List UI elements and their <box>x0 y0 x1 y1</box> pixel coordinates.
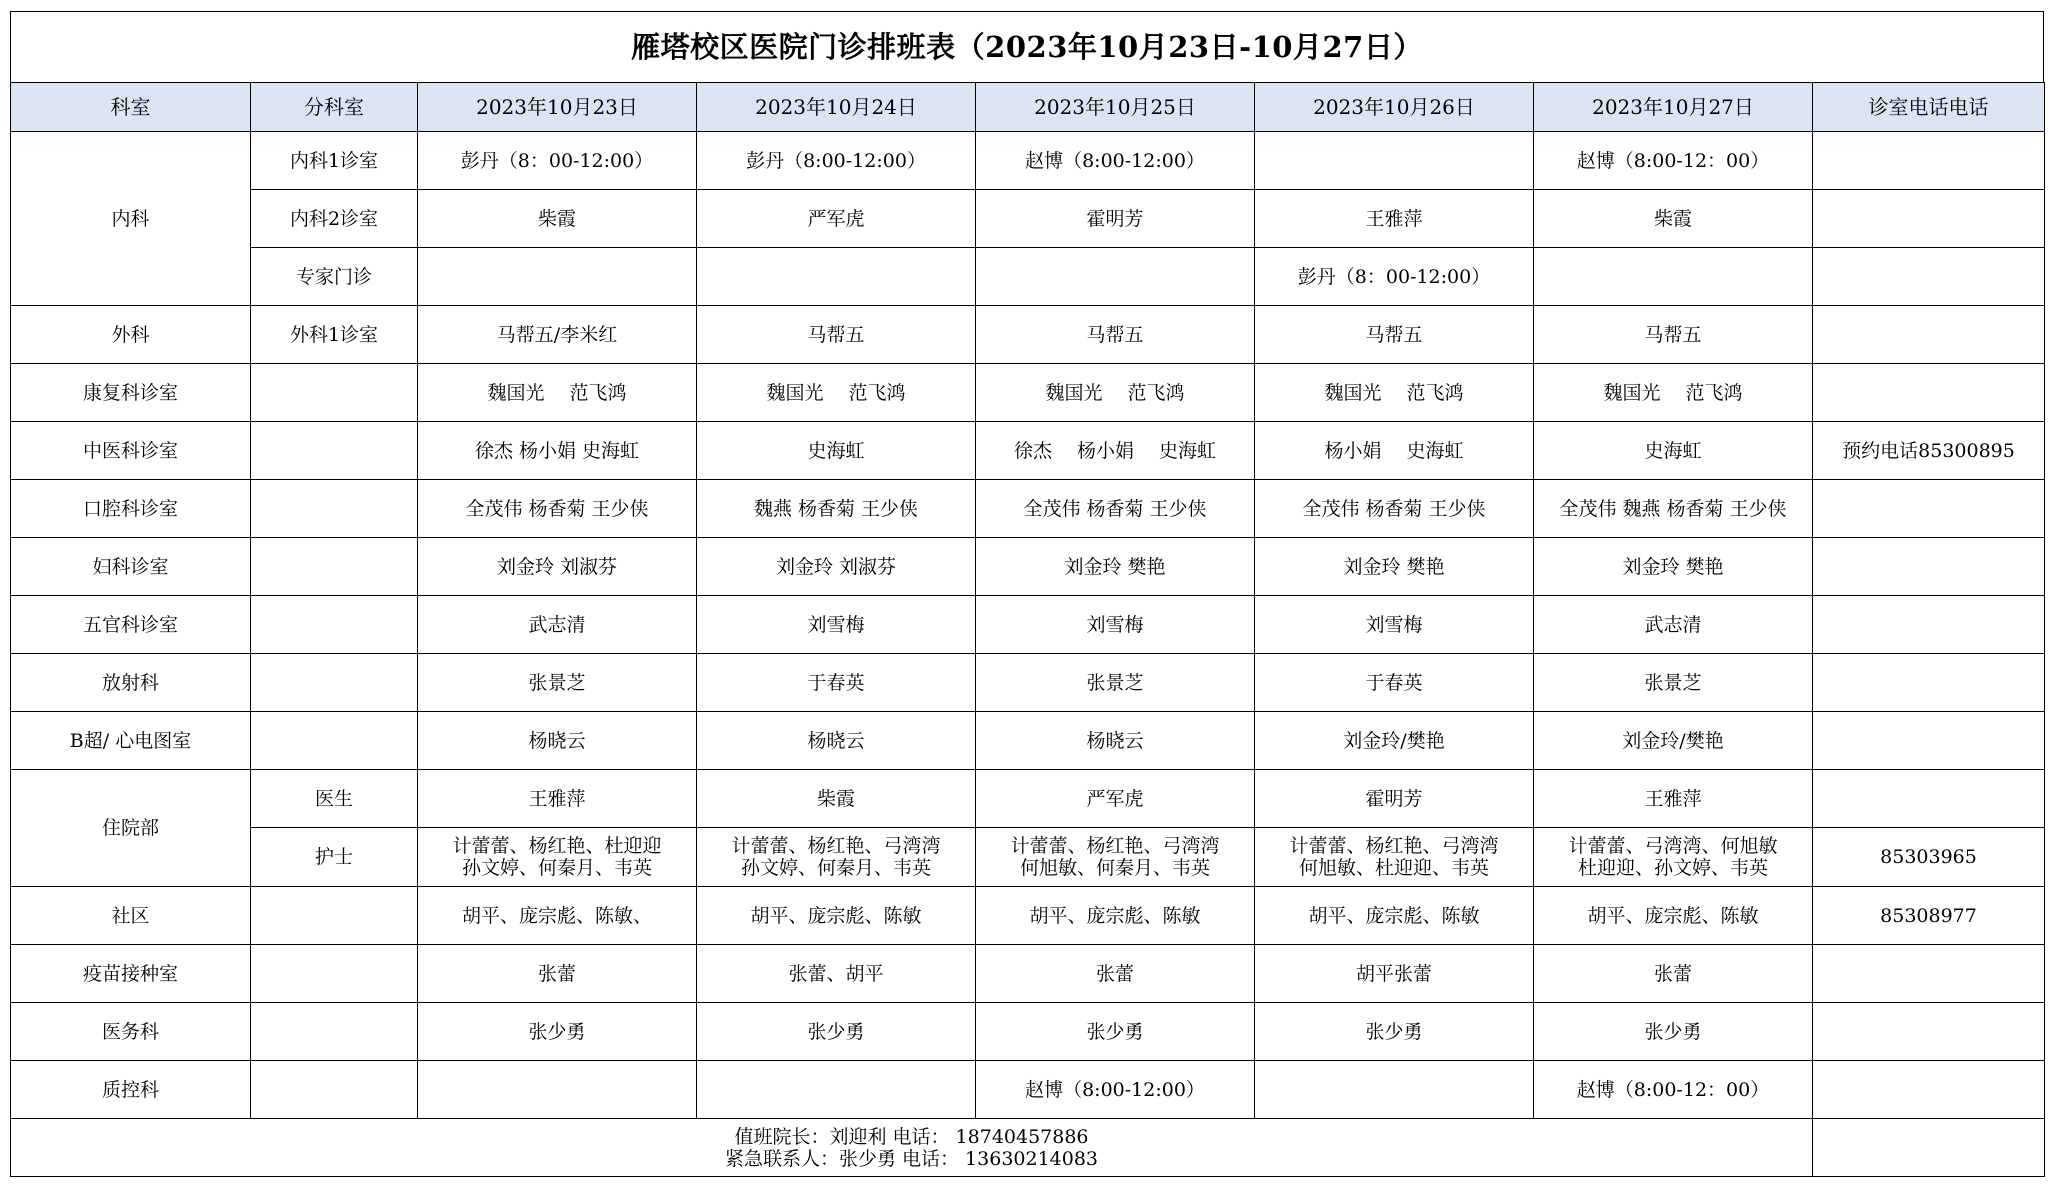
day-cell: 魏国光 范飞鸿 <box>418 364 697 422</box>
schedule-body <box>11 132 2045 1177</box>
header-day-2: 2023年10月24日 <box>697 83 976 132</box>
day-cell <box>1255 828 1534 887</box>
day-cell: 严军虎 <box>697 190 976 248</box>
day-cell: 胡平、庞宗彪、陈敏 <box>697 887 976 945</box>
day-cell: 张景芝 <box>1534 654 1813 712</box>
table-row <box>11 712 2045 770</box>
day-cell <box>1255 132 1534 190</box>
day-cell <box>1534 828 1813 887</box>
dept-cell: 质控科 <box>11 1061 251 1119</box>
dept-cell: 五官科诊室 <box>11 596 251 654</box>
subdept-cell <box>251 887 418 945</box>
table-row <box>11 306 2045 364</box>
day-cell: 刘雪梅 <box>1255 596 1534 654</box>
day-cell: 胡平、庞宗彪、陈敏 <box>1534 887 1813 945</box>
dept-cell: 住院部 <box>11 770 251 887</box>
day-cell: 魏国光 范飞鸿 <box>697 364 976 422</box>
day-cell: 彭丹（8：00-12:00） <box>1255 248 1534 306</box>
day-cell: 杨晓云 <box>418 712 697 770</box>
day-cell: 张少勇 <box>697 1003 976 1061</box>
subdept-cell <box>251 596 418 654</box>
dept-cell: 内科 <box>11 132 251 306</box>
nurse-line: 计蕾蕾、杨红艳、弓湾湾 <box>1289 835 1499 857</box>
day-cell: 杨小娟 史海虹 <box>1255 422 1534 480</box>
table-row <box>11 248 2045 306</box>
phone-cell <box>1813 190 2045 248</box>
day-cell: 张蕾、胡平 <box>697 945 976 1003</box>
subdept-cell: 医生 <box>251 770 418 828</box>
footer-row <box>11 1119 2045 1177</box>
day-cell: 柴霞 <box>418 190 697 248</box>
day-cell: 刘金玲/樊艳 <box>1534 712 1813 770</box>
dept-cell: 康复科诊室 <box>11 364 251 422</box>
day-cell: 王雅萍 <box>418 770 697 828</box>
day-cell: 杨晓云 <box>976 712 1255 770</box>
subdept-cell <box>251 1003 418 1061</box>
phone-cell <box>1813 654 2045 712</box>
day-cell <box>697 828 976 887</box>
day-cell <box>1255 1061 1534 1119</box>
table-row <box>11 596 2045 654</box>
table-row <box>11 132 2045 190</box>
day-cell: 胡平、庞宗彪、陈敏 <box>1255 887 1534 945</box>
table-row <box>11 480 2045 538</box>
day-cell: 张少勇 <box>1255 1003 1534 1061</box>
table-row <box>11 828 2045 887</box>
day-cell: 张少勇 <box>418 1003 697 1061</box>
duty-contact-line: 紧急联系人：张少勇 电话： 13630214083 <box>724 1147 1099 1170</box>
header-phone: 诊室电话电话 <box>1813 83 2045 132</box>
phone-cell <box>1813 480 2045 538</box>
nurse-line: 计蕾蕾、杨红艳、弓湾湾 <box>1010 835 1220 857</box>
day-cell <box>418 248 697 306</box>
subdept-cell: 外科1诊室 <box>251 306 418 364</box>
nurse-line: 孙文婷、何秦月、韦英 <box>461 857 652 879</box>
day-cell: 赵博（8:00-12：00） <box>1534 132 1813 190</box>
schedule-table <box>10 82 2045 1177</box>
day-cell: 张蕾 <box>1534 945 1813 1003</box>
dept-cell: 医务科 <box>11 1003 251 1061</box>
day-cell: 赵博（8:00-12:00） <box>976 132 1255 190</box>
day-cell: 张蕾 <box>976 945 1255 1003</box>
phone-cell <box>1813 945 2045 1003</box>
schedule-sheet <box>10 11 2044 1177</box>
dept-cell: 社区 <box>11 887 251 945</box>
phone-cell <box>1813 306 2045 364</box>
nurse-line: 何旭敏、何秦月、韦英 <box>1019 857 1210 879</box>
header-day-3: 2023年10月25日 <box>976 83 1255 132</box>
footer-phone-cell <box>1813 1119 2045 1177</box>
day-cell: 彭丹（8：00-12:00） <box>418 132 697 190</box>
day-cell: 刘雪梅 <box>697 596 976 654</box>
nurse-line: 何旭敏、杜迎迎、韦英 <box>1298 857 1489 879</box>
phone-cell <box>1813 538 2045 596</box>
day-cell: 马帮五 <box>1255 306 1534 364</box>
phone-cell <box>1813 1061 2045 1119</box>
day-cell: 胡平、庞宗彪、陈敏 <box>976 887 1255 945</box>
subdept-cell: 专家门诊 <box>251 248 418 306</box>
duty-contact-line: 值班院长：刘迎利 电话： 18740457886 <box>734 1125 1089 1148</box>
dept-cell: 放射科 <box>11 654 251 712</box>
day-cell: 于春英 <box>1255 654 1534 712</box>
subdept-cell <box>251 712 418 770</box>
subdept-cell <box>251 364 418 422</box>
dept-cell: 口腔科诊室 <box>11 480 251 538</box>
subdept-cell: 内科2诊室 <box>251 190 418 248</box>
header-day-5: 2023年10月27日 <box>1534 83 1813 132</box>
day-cell <box>418 828 697 887</box>
day-cell: 马帮五 <box>976 306 1255 364</box>
day-cell <box>697 248 976 306</box>
subdept-cell <box>251 654 418 712</box>
day-cell: 赵博（8:00-12:00） <box>976 1061 1255 1119</box>
dept-cell: 外科 <box>11 306 251 364</box>
day-cell: 于春英 <box>697 654 976 712</box>
phone-cell <box>1813 1003 2045 1061</box>
day-cell: 武志清 <box>1534 596 1813 654</box>
subdept-cell: 护士 <box>251 828 418 887</box>
day-cell: 刘金玲 樊艳 <box>1255 538 1534 596</box>
day-cell: 张景芝 <box>976 654 1255 712</box>
nurse-line: 孙文婷、何秦月、韦英 <box>740 857 931 879</box>
day-cell <box>976 828 1255 887</box>
nurse-line: 计蕾蕾、弓湾湾、何旭敏 <box>1568 835 1778 857</box>
table-row <box>11 887 2045 945</box>
subdept-cell: 内科1诊室 <box>251 132 418 190</box>
day-cell: 全茂伟 杨香菊 王少侠 <box>976 480 1255 538</box>
day-cell: 霍明芳 <box>976 190 1255 248</box>
day-cell: 张蕾 <box>418 945 697 1003</box>
table-row <box>11 1061 2045 1119</box>
day-cell: 柴霞 <box>1534 190 1813 248</box>
header-row <box>11 83 2045 132</box>
day-cell: 王雅萍 <box>1255 190 1534 248</box>
day-cell: 刘金玲 刘淑芬 <box>697 538 976 596</box>
phone-cell: 85308977 <box>1813 887 2045 945</box>
phone-cell <box>1813 248 2045 306</box>
page-title: 雁塔校区医院门诊排班表（2023年10月23日-10月27日） <box>10 11 2044 82</box>
subdept-cell <box>251 480 418 538</box>
subdept-cell <box>251 538 418 596</box>
day-cell: 张少勇 <box>1534 1003 1813 1061</box>
table-row <box>11 364 2045 422</box>
day-cell: 马帮五 <box>697 306 976 364</box>
day-cell: 徐杰 杨小娟 史海虹 <box>976 422 1255 480</box>
day-cell <box>418 1061 697 1119</box>
day-cell: 马帮五/李米红 <box>418 306 697 364</box>
day-cell: 张景芝 <box>418 654 697 712</box>
table-row <box>11 422 2045 480</box>
day-cell: 张少勇 <box>976 1003 1255 1061</box>
dept-cell: 妇科诊室 <box>11 538 251 596</box>
day-cell: 全茂伟 魏燕 杨香菊 王少侠 <box>1534 480 1813 538</box>
day-cell: 史海虹 <box>697 422 976 480</box>
day-cell: 全茂伟 杨香菊 王少侠 <box>418 480 697 538</box>
day-cell: 刘金玲 樊艳 <box>976 538 1255 596</box>
table-row <box>11 654 2045 712</box>
day-cell: 彭丹（8:00-12:00） <box>697 132 976 190</box>
day-cell: 史海虹 <box>1534 422 1813 480</box>
table-row <box>11 945 2045 1003</box>
day-cell <box>697 1061 976 1119</box>
nurse-line: 计蕾蕾、杨红艳、弓湾湾 <box>731 835 941 857</box>
day-cell: 严军虎 <box>976 770 1255 828</box>
day-cell: 魏国光 范飞鸿 <box>1534 364 1813 422</box>
day-cell: 柴霞 <box>697 770 976 828</box>
day-cell: 马帮五 <box>1534 306 1813 364</box>
day-cell: 全茂伟 杨香菊 王少侠 <box>1255 480 1534 538</box>
day-cell: 刘金玲/樊艳 <box>1255 712 1534 770</box>
phone-cell <box>1813 132 2045 190</box>
dept-cell: 中医科诊室 <box>11 422 251 480</box>
day-cell: 王雅萍 <box>1534 770 1813 828</box>
header-day-4: 2023年10月26日 <box>1255 83 1534 132</box>
day-cell: 胡平、庞宗彪、陈敏、 <box>418 887 697 945</box>
nurse-line: 计蕾蕾、杨红艳、杜迎迎 <box>452 835 662 857</box>
day-cell: 刘金玲 刘淑芬 <box>418 538 697 596</box>
duty-contact-cell <box>11 1119 1813 1177</box>
header-day-1: 2023年10月23日 <box>418 83 697 132</box>
day-cell: 武志清 <box>418 596 697 654</box>
table-row <box>11 538 2045 596</box>
day-cell: 徐杰 杨小娟 史海虹 <box>418 422 697 480</box>
phone-cell: 预约电话85300895 <box>1813 422 2045 480</box>
header-subdept: 分科室 <box>251 83 418 132</box>
day-cell: 魏国光 范飞鸿 <box>976 364 1255 422</box>
phone-cell <box>1813 596 2045 654</box>
phone-cell <box>1813 364 2045 422</box>
phone-cell <box>1813 770 2045 828</box>
phone-cell: 85303965 <box>1813 828 2045 887</box>
day-cell: 霍明芳 <box>1255 770 1534 828</box>
day-cell: 魏燕 杨香菊 王少侠 <box>697 480 976 538</box>
day-cell: 魏国光 范飞鸿 <box>1255 364 1534 422</box>
day-cell: 杨晓云 <box>697 712 976 770</box>
day-cell: 刘金玲 樊艳 <box>1534 538 1813 596</box>
table-row <box>11 190 2045 248</box>
subdept-cell <box>251 1061 418 1119</box>
day-cell <box>1534 248 1813 306</box>
dept-cell: 疫苗接种室 <box>11 945 251 1003</box>
subdept-cell <box>251 945 418 1003</box>
table-row <box>11 770 2045 828</box>
phone-cell <box>1813 712 2045 770</box>
day-cell: 刘雪梅 <box>976 596 1255 654</box>
dept-cell: B超/ 心电图室 <box>11 712 251 770</box>
subdept-cell <box>251 422 418 480</box>
nurse-line: 杜迎迎、孙文婷、韦英 <box>1577 857 1768 879</box>
day-cell <box>976 248 1255 306</box>
day-cell: 胡平张蕾 <box>1255 945 1534 1003</box>
day-cell: 赵博（8:00-12：00） <box>1534 1061 1813 1119</box>
table-row <box>11 1003 2045 1061</box>
header-dept: 科室 <box>11 83 251 132</box>
